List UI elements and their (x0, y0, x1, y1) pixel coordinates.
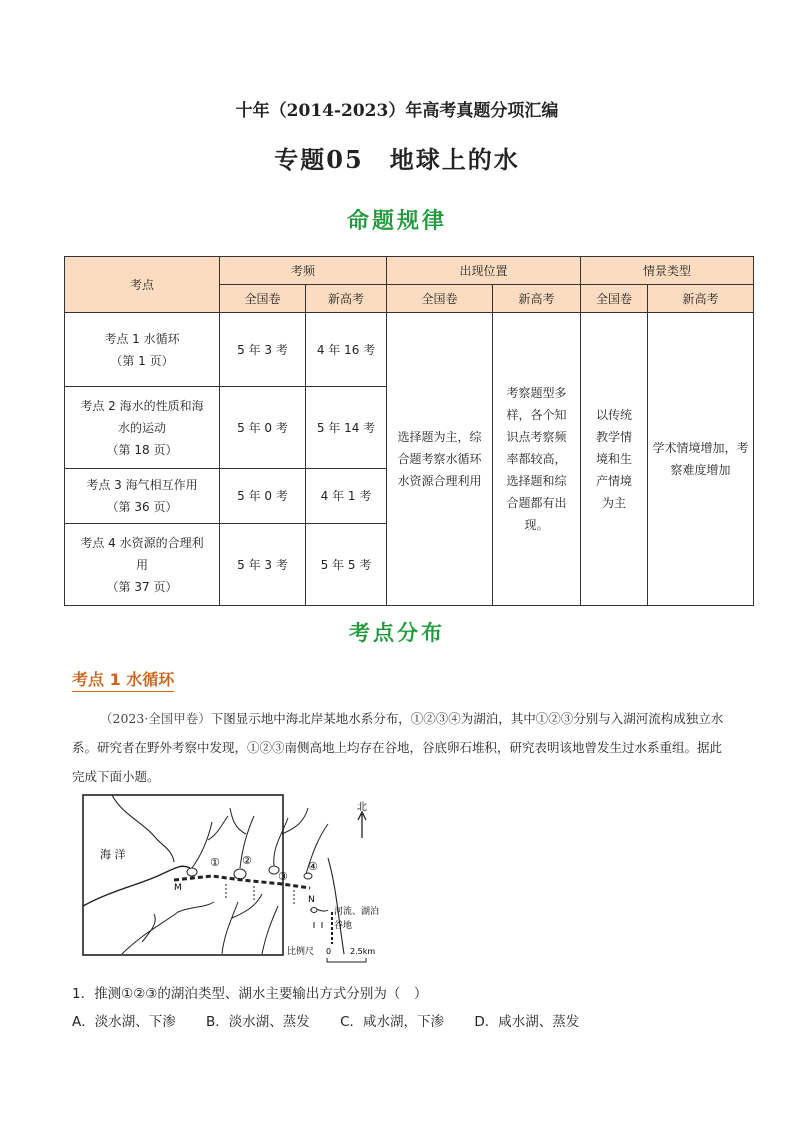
table-row (65, 313, 754, 387)
header-position: 出现位置 (387, 257, 581, 285)
freq-new: 5 年 14 考 (306, 387, 387, 469)
kaodian-page: （第 1 页） (110, 353, 174, 368)
kaodian-name: 考点 4 水资源的合理利用 (80, 535, 204, 572)
lake-label-3: ③ (278, 870, 288, 883)
freq-national: 5 年 0 考 (220, 469, 306, 524)
freq-national: 5 年 0 考 (220, 387, 306, 469)
scene-national: 以传统教学情境和生产情境为主 (581, 313, 648, 606)
scale-max: 2.5km (350, 947, 376, 956)
kaodian-cell (65, 524, 220, 606)
position-new: 考察题型多样，各个知识点考察频率都较高，选择题和综合题都有出现。 (493, 313, 581, 606)
lake (234, 869, 246, 879)
legend-valley-label: 谷地 (334, 921, 353, 931)
position-national: 选择题为主，综合题考察水循环水资源合理利用 (387, 313, 493, 606)
point-n-label: N (308, 895, 315, 905)
scale-zero: 0 (326, 947, 332, 956)
north-arrow-icon (358, 812, 366, 838)
freq-new: 5 年 5 考 (306, 524, 387, 606)
scale-bar (327, 958, 366, 962)
question-1-options (72, 1010, 605, 1030)
topic-title: 专题05 地球上的水 (274, 145, 520, 174)
section-title-distribution: 考点分布 (349, 620, 445, 645)
freq-national: 5 年 3 考 (220, 524, 306, 606)
section-title-rules: 命题规律 (346, 208, 447, 234)
kaodian-name: 考点 3 海气相互作用 (86, 478, 198, 492)
subheader: 新高考 (306, 285, 387, 313)
option-c[interactable]: C．咸水湖，下渗 (340, 1014, 445, 1030)
point-m-label: M (174, 883, 182, 893)
subheader: 全国卷 (387, 285, 493, 313)
kaodian-cell (65, 469, 220, 524)
question-source: （2023·全国甲卷） (100, 711, 211, 726)
lake-label-2: ② (242, 854, 252, 867)
header-frequency: 考频 (220, 257, 387, 285)
kaodian-page: （第 36 页） (106, 500, 178, 514)
river-system-map (82, 794, 382, 964)
option-b[interactable]: B．淡水湖、蒸发 (206, 1014, 310, 1030)
kaodian-cell (65, 313, 220, 387)
legend-lake-icon (311, 908, 317, 913)
lake (187, 868, 197, 876)
kaodian-cell (65, 387, 220, 469)
kaodian-page: （第 18 页） (106, 442, 178, 457)
scale-label: 比例尺 (287, 947, 315, 957)
subheader: 新高考 (493, 285, 581, 313)
option-d[interactable]: D．咸水湖、蒸发 (474, 1014, 580, 1030)
document-title: 十年（2014-2023）年高考真题分项汇编 (235, 101, 559, 121)
subheader: 全国卷 (220, 285, 306, 313)
header-scene: 情景类型 (581, 257, 754, 285)
north-label: 北 (357, 802, 367, 813)
question-body: 下图显示地中海北岸某地水系分布，①②③④为湖泊，其中①②③分别与入湖河流构成独立水系。研究者在野外考察中发现，①②③南侧高地上均存在谷地，谷底卵石堆积，研究表明该地曾发生过水系重组。据此完成下面小题。 (72, 711, 724, 784)
scene-new: 学术情境增加，考察难度增加 (648, 313, 754, 606)
question-1-stem: 1．推测①②③的湖泊类型、湖水主要输出方式分别为（ ） (72, 986, 428, 1002)
legend-river-label: 河流、湖泊 (334, 907, 380, 917)
question-stem-paragraph (72, 704, 732, 791)
lake (304, 873, 312, 879)
exam-pattern-table (64, 256, 754, 606)
sea-label: 海 洋 (100, 848, 126, 861)
freq-new: 4 年 16 考 (306, 313, 387, 387)
kaodian-name: 考点 2 海水的性质和海水的运动 (80, 398, 204, 435)
option-a[interactable]: A．淡水湖、下渗 (72, 1014, 176, 1030)
lake-label-1: ① (210, 856, 220, 869)
kaodian-1-heading: 考点 1 水循环 (72, 667, 174, 692)
freq-new: 4 年 1 考 (306, 469, 387, 524)
kaodian-name: 考点 1 水循环 (104, 331, 180, 346)
freq-national: 5 年 3 考 (220, 313, 306, 387)
legend-valley-icon (314, 922, 322, 928)
kaodian-page: （第 37 页） (106, 579, 178, 594)
river (328, 858, 344, 954)
lake-label-4: ④ (308, 860, 318, 873)
subheader: 全国卷 (581, 285, 648, 313)
header-kaodian: 考点 (65, 257, 220, 313)
subheader: 新高考 (648, 285, 754, 313)
